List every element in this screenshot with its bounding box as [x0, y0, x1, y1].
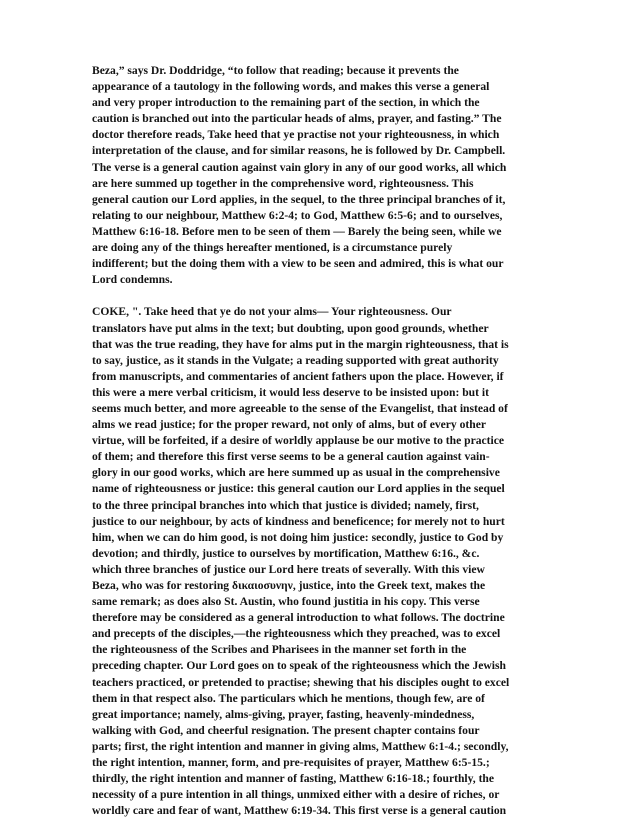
text-line: walking with God, and cheerful resignation. The present chapter contains four	[92, 723, 480, 737]
text-line: them in that respect also. The particulars which he mentions, though few, are of	[92, 691, 485, 705]
text-line: great importance; namely, alms-giving, prayer, fasting, heavenly-mindedness,	[92, 707, 475, 721]
text-line: preceding chapter. Our Lord goes on to speak of the righteousness which the Jewish	[92, 659, 506, 673]
text-line: necessity of a pure intention in all things, unmixed either with a desire of riches, or	[92, 788, 500, 802]
text-line: worldly care and fear of want, Matthew 6:19-34. This first verse is a general caution	[92, 804, 507, 818]
text-line: which three branches of justice our Lord here treats of severally. With this view	[92, 562, 485, 576]
text-line: parts; first, the right intention and manner in giving alms, Matthew 6:1-4.; secondly,	[92, 739, 509, 753]
text-line: the right intention, manner, form, and pre-requisites of prayer, Matthew 6:5-15.;	[92, 756, 490, 770]
text-line: the righteousness of the Scribes and Pharisees in the manner set forth in the	[92, 643, 467, 657]
text-line: glory in our good works, which are here summed up as usual in the comprehensive	[92, 466, 500, 480]
text-line: are here summed up together in the comprehensive word, righteousness. This	[92, 176, 474, 190]
text-line: alms we read justice; for the proper reward, not only of alms, but of every other	[92, 418, 487, 432]
text-line: teachers practiced, or pretended to practise; shewing that his disciples ought to excel	[92, 675, 510, 689]
text-line: virtue, will be forfeited, if a desire of worldly applause be our motive to the practice	[92, 434, 505, 448]
text-line: COKE, ". Take heed that ye do not your alms— Your righteousness. Our	[92, 305, 452, 319]
text-line: The verse is a general caution against vain glory in any of our good works, all which	[92, 160, 507, 174]
text-line: this were a mere verbal criticism, it would less deserve to be insisted upon: but it	[92, 385, 489, 399]
text-line: seems much better, and more agreeable to the sense of the Evangelist, that instead of	[92, 401, 508, 415]
text-line: Beza, who was for restoring δικαιοσυνην, justice, into the Greek text, makes the	[92, 579, 486, 592]
document-page	[92, 63, 555, 819]
paragraph-doddridge	[92, 63, 555, 288]
text-line: general caution our Lord applies, in the sequel, to the three principal branches of it,	[92, 192, 506, 206]
text-line: Matthew 6:16-18. Before men to be seen of them — Barely the being seen, while we	[92, 224, 502, 238]
text-line: and precepts of the disciples,—the righteousness which they preached, was to excel	[92, 627, 501, 641]
text-line: appearance of a tautology in the following words, and makes this verse a general	[92, 80, 490, 94]
text-line: justice to our neighbour, by acts of kindness and beneficence; for merely not to hurt	[92, 514, 505, 528]
text-line: relating to our neighbour, Matthew 6:2-4; to God, Matthew 6:5-6; and to ourselves,	[92, 208, 503, 222]
text-line: same remark; as does also St. Austin, who found justitia in his copy. This verse	[92, 595, 480, 609]
text-line: devotion; and thirdly, justice to ourselves by mortification, Matthew 6:16., &c.	[92, 546, 480, 560]
text-line: Lord condemns.	[92, 273, 173, 287]
text-line: him, when we can do him good, is not doing him justice: secondly, justice to God by	[92, 530, 504, 544]
text-line: thirdly, the right intention and manner of fasting, Matthew 6:16-18.; fourthly, the	[92, 772, 495, 786]
text-line: doctor therefore reads, Take heed that ye practise not your righteousness, in which	[92, 128, 500, 142]
text-line: of them; and therefore this first verse seems to be a general caution against vain-	[92, 450, 490, 464]
text-line: caution is branched out into the particular heads of alms, prayer, and fasting.” The	[92, 112, 502, 126]
text-line: that was the true reading, they have for alms put in the margin righteousness, that is	[92, 337, 509, 351]
text-line: therefore may be considered as a general introduction to what follows. The doctrine	[92, 611, 505, 625]
text-line: from manuscripts, and commentaries of ancient fathers upon the place. However, if	[92, 369, 504, 383]
text-line: and very proper introduction to the remaining part of the section, in which the	[92, 96, 480, 110]
text-line: translators have put alms in the text; but doubting, upon good grounds, whether	[92, 321, 489, 335]
text-line: indifferent; but the doing them with a view to be seen and admired, this is what our	[92, 257, 504, 271]
text-line: name of righteousness or justice: this general caution our Lord applies in the sequel	[92, 482, 505, 496]
text-line: interpretation of the clause, and for similar reasons, he is followed by Dr. Campbell.	[92, 144, 506, 158]
text-line: Beza,” says Dr. Doddridge, “to follow that reading; because it prevents the	[92, 64, 459, 77]
paragraph-coke	[92, 304, 555, 819]
text-line: to the three principal branches into which that justice is divided; namely, first,	[92, 498, 479, 512]
text-line: to say, justice, as it stands in the Vulgate; a reading supported with great authority	[92, 353, 499, 367]
text-line: are doing any of the things hereafter mentioned, is a circumstance purely	[92, 241, 453, 255]
